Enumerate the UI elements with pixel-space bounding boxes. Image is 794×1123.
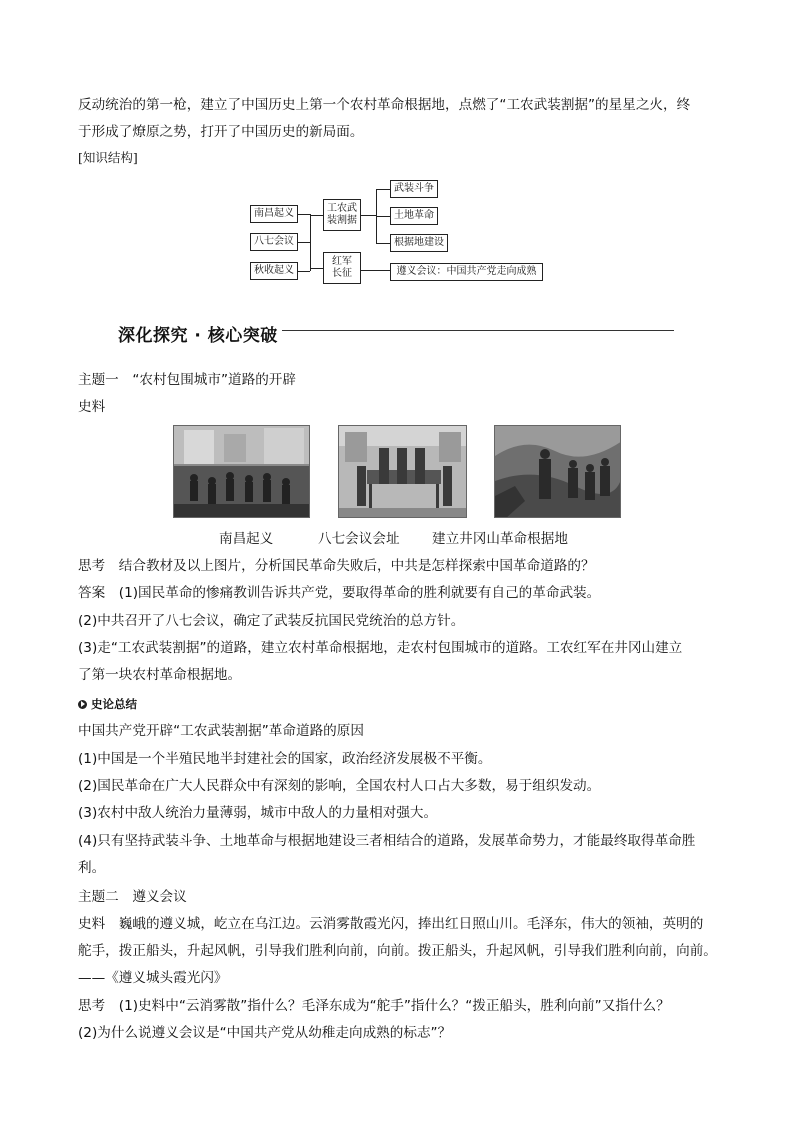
knowledge-structure-label: [知识结构] (78, 150, 138, 165)
connector (310, 214, 311, 271)
topic2-question-1: 思考 (1)史料中“云消雾散”指什么？毛泽东成为“舵手”指什么？“拨正船头，胜利向前”又指什么？ (78, 998, 670, 1014)
connector (298, 214, 310, 215)
connector (376, 189, 390, 190)
answer-line-4: 了第一块农村革命根据地。 (78, 667, 242, 683)
summary-title: 中国共产党开辟“工农武装割据”革命道路的原因 (78, 723, 364, 739)
summary-head (78, 696, 137, 712)
diamond-bullet-icon (78, 700, 87, 709)
section-heading: 深化探究 · 核心突破 (118, 326, 278, 346)
topic1-question: 思考 结合教材及以上图片，分析国民革命失败后，中共是怎样探索中国革命道路的？ (78, 558, 595, 574)
nanchang-uprising-photo (173, 425, 310, 518)
caption-nanchang: 南昌起义 (219, 531, 274, 547)
connector (361, 270, 390, 271)
summary-point-1: (1)中国是一个半殖民地半封建社会的国家，政治经济发展极不平衡。 (78, 751, 492, 767)
box-zunyi: 遵义会议：中国共产党走向成熟 (390, 263, 543, 281)
connector (298, 271, 310, 272)
connector (310, 215, 323, 216)
summary-point-2: (2)国民革命在广大人民群众中有深刻的影响，全国农村人口占大多数，易于组织发动。 (78, 778, 601, 794)
connector (376, 243, 390, 244)
topic1-source-label: 史料 (78, 399, 106, 415)
caption-baqi: 八七会议会址 (318, 531, 400, 547)
answer-line-1: 答案 (1)国民革命的惨痛教训告诉共产党，要取得革命的胜利就要有自己的革命武装。 (78, 585, 601, 601)
box-base-construction: 根据地建设 (390, 234, 448, 252)
baqi-meeting-site-photo (338, 425, 467, 518)
summary-head-text: 史论总结 (91, 697, 137, 711)
box-land-revolution: 土地革命 (390, 207, 438, 225)
box-baqi: 八七会议 (250, 233, 298, 251)
intro-line-1: 反动统治的第一枪，建立了中国历史上第一个农村革命根据地，点燃了“工农武装割据”的星星之火，终 (78, 97, 691, 113)
topic2-source-1: 史料 巍峨的遵义城，屹立在乌江边。云消雾散霞光闪，捧出红日照山川。毛泽东，伟大的领袖，英明的 (78, 916, 704, 932)
connector (310, 268, 323, 269)
summary-point-4-cont: 利。 (78, 860, 106, 876)
topic2-question-2: (2)为什么说遵义会议是“中国共产党从幼稚走向成熟的标志”？ (78, 1025, 452, 1041)
caption-jinggangshan: 建立井冈山革命根据地 (432, 531, 568, 547)
box-armed-struggle: 武装斗争 (390, 180, 438, 198)
jinggangshan-base-photo (494, 425, 621, 518)
summary-point-4: (4)只有坚持武装斗争、土地革命与根据地建设三者相结合的道路，发展革命势力，才能最终取得革命胜 (78, 833, 696, 849)
box-long-march: 红军 长征 (323, 252, 361, 284)
connector (376, 216, 390, 217)
topic1-title: 主题一 “农村包围城市”道路的开辟 (78, 372, 296, 388)
answer-line-3: (3)走“工农武装割据”的道路，建立农村革命根据地，走农村包围城市的道路。工农红军在井冈山建立 (78, 640, 683, 656)
summary-point-3: (3)农村中敌人统治力量薄弱，城市中敌人的力量相对强大。 (78, 805, 438, 821)
intro-line-2: 于形成了燎原之势，打开了中国历史的新局面。 (78, 124, 364, 140)
topic2-source-attribution: ——《遵义城头霞光闪》 (78, 970, 228, 986)
box-qiushou: 秋收起义 (250, 262, 298, 280)
topic2-title: 主题二 遵义会议 (78, 889, 187, 905)
connector (361, 215, 376, 216)
answer-line-2: (2)中共召开了八七会议，确定了武装反抗国民党统治的总方针。 (78, 613, 465, 629)
heading-rule (282, 330, 674, 331)
connector (298, 242, 310, 243)
box-nanchang: 南昌起义 (250, 205, 298, 223)
topic2-source-2: 舵手，拨正船头，升起风帆，引导我们胜利向前，向前。拨正船头，升起风帆，引导我们胜利向前，向前。 (78, 943, 717, 959)
box-armed-separatism: 工农武 装割据 (323, 199, 361, 231)
